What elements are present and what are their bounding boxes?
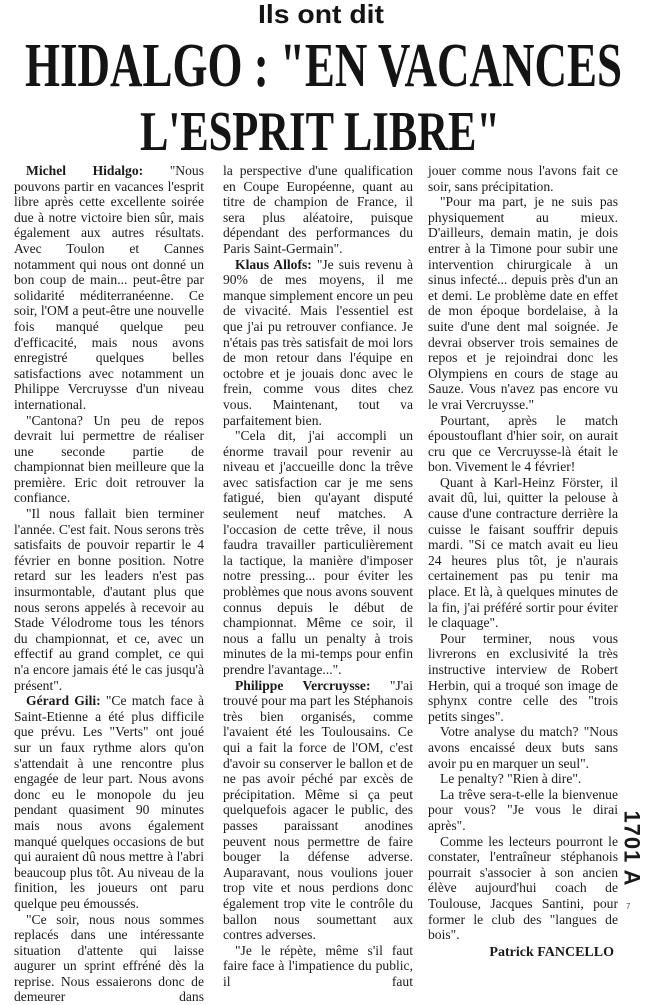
paragraph-text: Votre analyse du match? "Nous avons encaissé deux buts sans avoir pu en marquer un seul".	[428, 724, 618, 770]
article-column-3	[428, 163, 618, 960]
article-paragraph	[223, 428, 413, 678]
paragraph-text: "Cela dit, j'ai accompli un énorme travail pour revenir au niveau et j'accueille donc la trêve avec satisfaction car je me sens fatigué, bien qu'ayant disputé seulement neuf matches. A l'occasion de cette trêve, il nous faudra travailler particulièrement la tactique, la manière d'imposer notre pressing... pour éviter les problèmes que nous avons souvent connus depuis le début de championnat. Même ce soir, il nous a fallu un penalty à trois minutes de la mi-temps pour enfin prendre l'avantage...".	[223, 428, 413, 677]
speaker-name: Gérard Gili:	[26, 693, 101, 708]
paragraph-text: "Nous pouvons partir en vacances l'esprit libre après cette excellente soirée due à notre victoire bien sûr, mais également aux autres résultats. Avec Toulon et Cannes notamment qui nous ont donné un bon coup de main... peut-être par solidarité méditerranéenne. Ce soir, l'OM a peut-être une nouvelle fois manqué quelque peu d'efficacité, mais nous avons enregistré quelques belles satisfactions avec notamment un Philippe Vercruysse d'un niveau international.	[14, 163, 204, 412]
paragraph-text: "Ce soir, nous nous sommes replacés dans une intéressante situation d'attente qui laisse augurer un sprint effréné dès la reprise. Nous essaierons donc de demeurer dans	[14, 912, 204, 1005]
paragraph-text: Le penalty? "Rien à dire".	[440, 771, 581, 786]
paragraph-text: "Il nous fallait bien terminer l'année. C'est fait. Nous serons très satisfaits de pouvoir repartir le 4 février en bonne position. Notre retard sur les leaders n'est pas insurmontable, d'autant plus que nous serons appelés à recevoir au Stade Vélodrome tous les ténors du championnat, et ce, avec un effectif au grand complet, ce qui n'a encore jamais été le cas jusqu'à présent".	[14, 506, 204, 693]
article-paragraph	[428, 771, 618, 787]
paragraph-text: "Ce match face à Saint-Etienne a été plus difficile que prévu. Les "Verts" ont joué sur un faux rythme alors qu'on s'attendait à une rencontre plus engagée de leur part. Nous avons donc eu le monopole du jeu pendant quasiment 90 minutes mais nous avons également manqué quelques occasions de but qui auraient dû nous mettre à l'abri beaucoup plus tôt. Au niveau de la finition, les joueurs ont paru quelque peu émoussés.	[14, 693, 204, 911]
article-paragraph	[428, 834, 618, 943]
article-paragraph	[14, 912, 204, 1005]
paragraph-text: La trêve sera-t-elle la bienvenue pour vous? "Je vous le dirai après".	[428, 787, 618, 833]
article-paragraph	[428, 631, 618, 725]
headline-block	[0, 0, 640, 162]
article-paragraph	[428, 413, 618, 475]
article-paragraph	[223, 257, 413, 429]
paragraph-text: Quant à Karl-Heinz Förster, il avait dû, lui, quitter la pelouse à cause d'une contracture derrière la cuisse le faisant souffrir depuis mardi. "Si ce match avait eu lieu 24 heures plus tôt, je n'aurais certainement pas pu tenir ma place. Et là, à quelques minutes de la fin, j'ai préféré sortir pour éviter le claquage".	[428, 475, 618, 630]
speaker-name: Philippe Vercruysse:	[235, 678, 370, 693]
paragraph-text: "J'ai trouvé pour ma part les Stéphanois très bien organisés, comme l'avaient été les Toulousains. Ce qui a fait la force de l'OM, c'est d'avoir su conserver le ballon et de ne pas avoir péché par excès de précipitation. Même si ça peut quelquefois agacer le public, des passes paraissant anodines peuvent nous permettre de faire bouger la défense adverse. Auparavant, nous voulions jouer trop vite et nous perdions donc également trop vite le contrôle du ballon nous soumettant aux contres adverses.	[223, 678, 413, 943]
article-paragraph	[14, 506, 204, 693]
paragraph-text: jouer comme nous l'avons fait ce soir, sans précipitation.	[428, 163, 618, 194]
article-paragraph	[428, 787, 618, 834]
kicker: Ils ont dit	[258, 0, 384, 29]
paragraph-text: "Cantona? Un peu de repos devrait lui permettre de réaliser une seconde partie de championnat bien meilleure que la première. Eric doit retrouver la confiance.	[14, 413, 204, 506]
paragraph-text: la perspective d'une qualification en Coupe Européenne, quant au titre de champion de France, il sera plus aléatoire, puisque dépendant des performances du Paris Saint-Germain".	[223, 163, 413, 256]
paragraph-text: "Pour ma part, je ne suis pas physiquement au mieux. D'ailleurs, demain matin, je dois entrer à la Timone pour subir une intervention chirurgicale à un sinus infecté... depuis près d'un an et demi. Le problème date en effet de mon époque bordelaise, à la suite d'une dent mal soignée. Je devrai observer trois semaines de repos et je rejoindrai donc les Olympiens en cours de stage au Sauze. Vous n'avez pas encore vu le vrai Vercruysse."	[428, 194, 618, 412]
speaker-name: Klaus Allofs:	[235, 257, 312, 272]
article-column-1	[14, 163, 204, 1005]
article-paragraph	[14, 693, 204, 911]
paragraph-text: "Je le répète, même s'il faut faire face à l'impatience du public, il faut	[223, 943, 413, 989]
article-paragraph	[428, 724, 618, 771]
article-column-2	[223, 163, 413, 989]
headline-line-1: HIDALGO : "EN VACANCES	[25, 32, 622, 100]
paragraph-text: Pourtant, après le match époustouflant d'hier soir, on aurait cru que ce Vercruysse-là était le bon. Vivement le 4 février!	[428, 413, 618, 475]
margin-page-code: 1701 A	[620, 807, 645, 891]
author-signature: Patrick FANCELLO	[428, 945, 618, 961]
article-paragraph	[428, 475, 618, 631]
article-paragraph	[428, 194, 618, 412]
article-paragraph	[14, 413, 204, 507]
article-paragraph	[223, 943, 413, 990]
speaker-name: Michel Hidalgo:	[26, 163, 143, 178]
article-paragraph	[223, 678, 413, 943]
article-paragraph	[14, 163, 204, 413]
headline-line-2: L'ESPRIT LIBRE"	[140, 101, 500, 163]
article-paragraph	[223, 163, 413, 257]
margin-mark: 7	[626, 902, 630, 912]
article-paragraph	[428, 163, 618, 194]
paragraph-text: Comme les lecteurs pourront le constater, l'entraîneur stéphanois pourrait s'associer à son ancien élève aujourd'hui coach de Toulouse, Jacques Santini, pour former le club des "langues de bois".	[428, 834, 618, 943]
paragraph-text: "Je suis revenu à 90% de mes moyens, il me manque simplement encore un peu de vivacité. Mais l'essentiel est que j'ai pu retrouver confiance. Je n'étais pas très satisfait de moi lors de mon retour dans l'équipe en octobre et je jouais donc avec le frein, comme vous dites chez vous. Maintenant, tout va parfaitement bien.	[223, 257, 413, 428]
paragraph-text: Pour terminer, nous vous livrerons en exclusivité la très instructive interview de Robert Herbin, qui a troqué son image de sphynx contre celle des "trois petits singes".	[428, 631, 618, 724]
